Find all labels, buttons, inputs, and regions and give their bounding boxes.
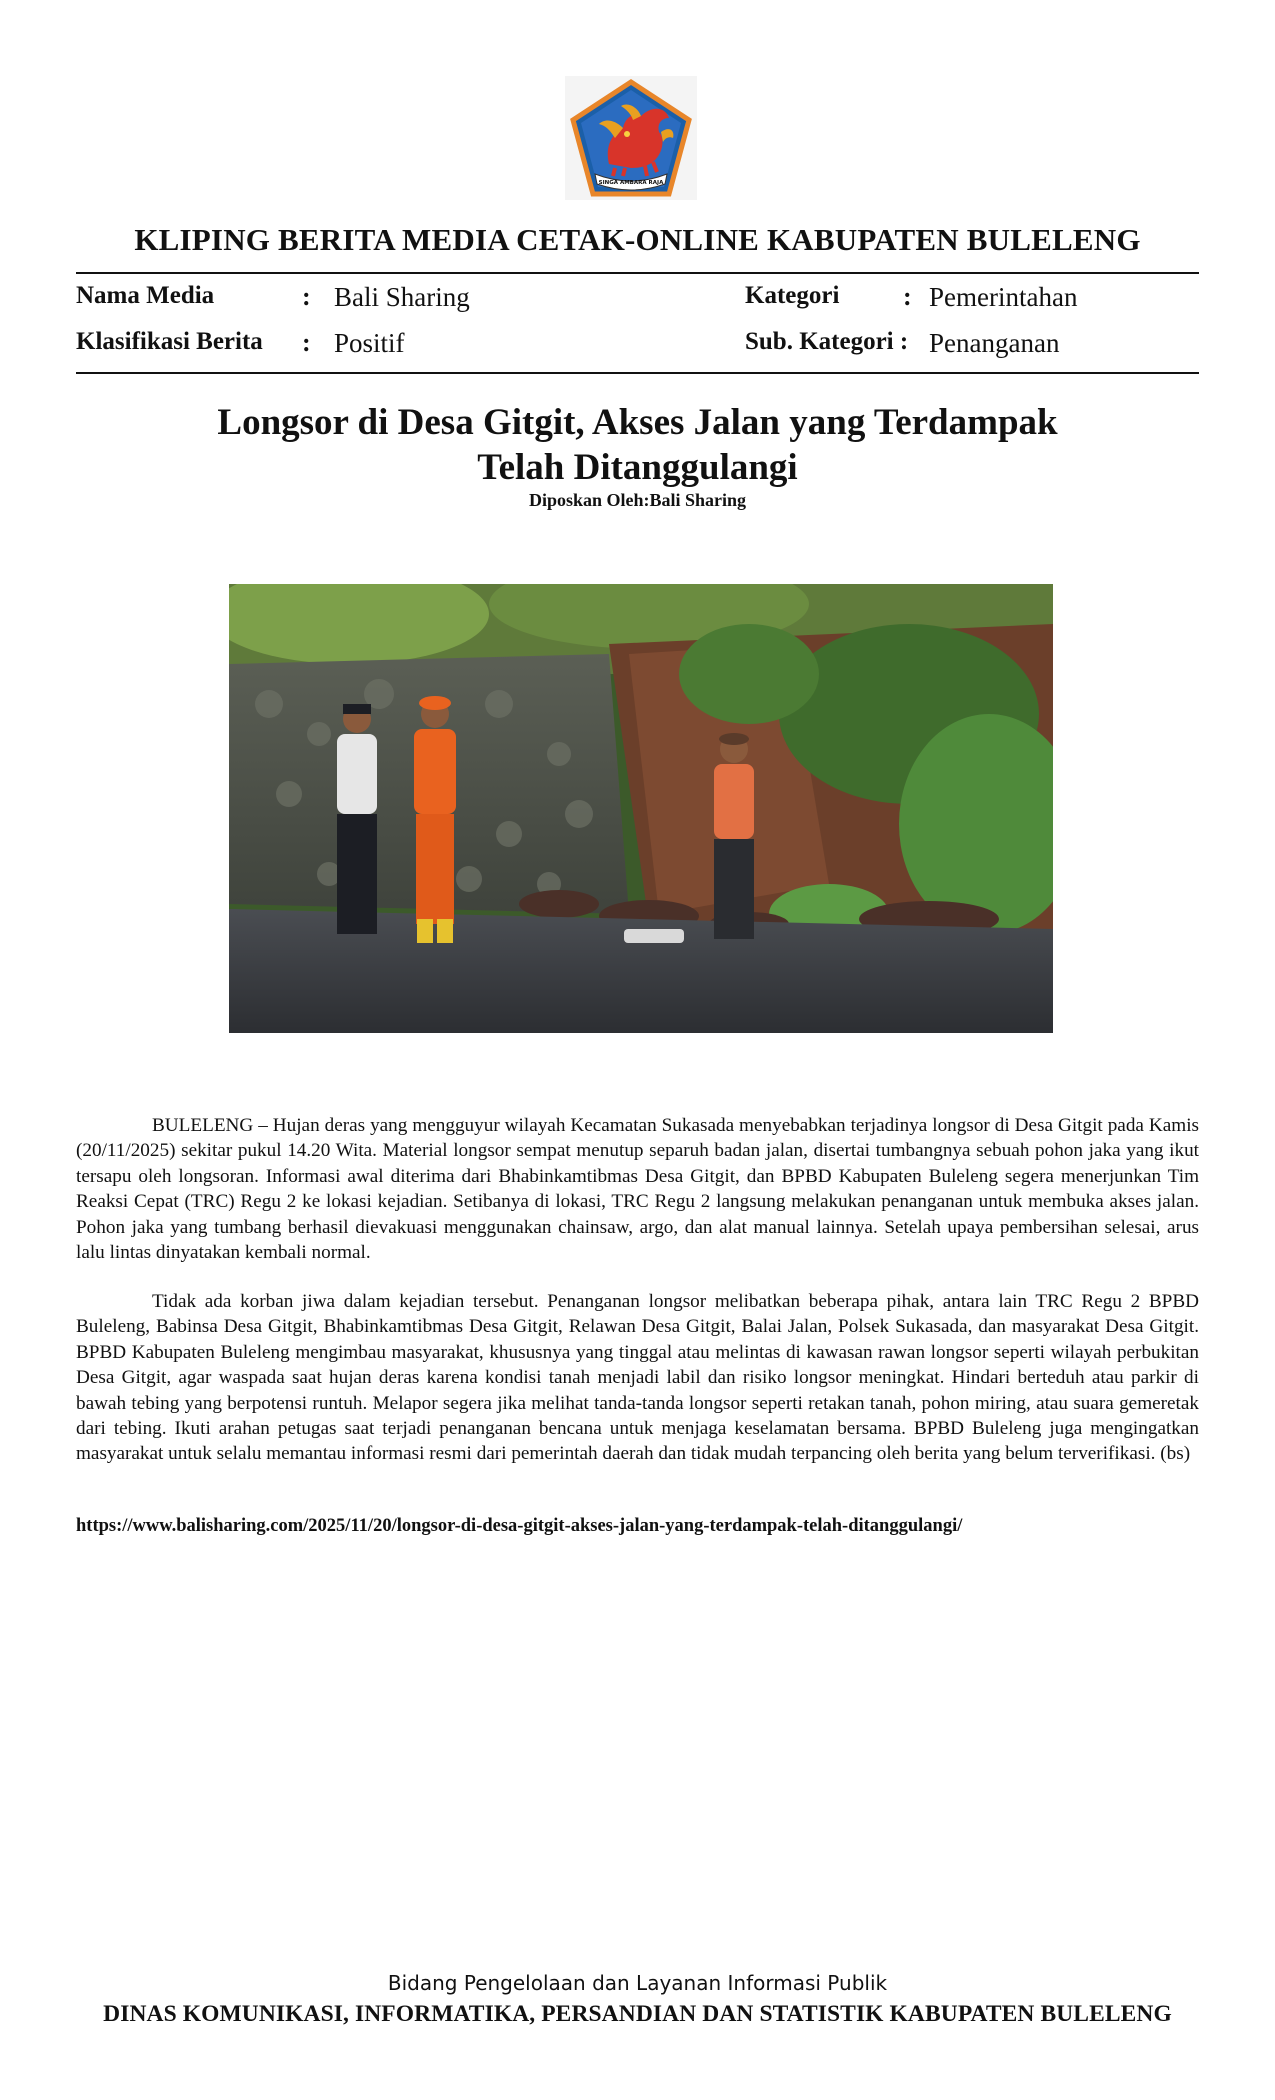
article-paragraph-1 <box>76 1113 1199 1265</box>
footer-title: DINAS KOMUNIKASI, INFORMATIKA, PERSANDIAN DAN STATISTIK KABUPATEN BULELENG <box>103 2001 1172 2027</box>
logo-motto: SINGA AMBARA RAJA <box>598 180 664 186</box>
klasifikasi-value: Positif <box>334 328 405 358</box>
source-link[interactable]: https://www.balisharing.com/2025/11/20/longsor-di-desa-gitgit-akses-jalan-yang-terdampak-telah-ditanggulangi/ <box>76 1516 963 1536</box>
article-paragraph-2 <box>76 1289 1199 1467</box>
kategori-colon: : <box>903 282 912 311</box>
landslide-photo <box>229 584 1053 1033</box>
subkategori-value: Penanganan <box>929 328 1060 358</box>
document-header-title: KLIPING BERITA MEDIA CETAK-ONLINE KABUPATEN BULELENG <box>134 222 1141 257</box>
kategori-label: Kategori <box>745 282 840 309</box>
media-value: Bali Sharing <box>334 282 470 312</box>
article-title <box>76 400 1199 490</box>
header-divider-top <box>76 272 1199 274</box>
subkategori-label: Sub. Kategori : <box>745 328 909 355</box>
klasifikasi-colon: : <box>302 328 311 357</box>
kategori-value: Pemerintahan <box>929 282 1078 312</box>
media-label: Nama Media <box>76 282 215 309</box>
article-title-line2: Telah Ditanggulangi <box>477 447 798 488</box>
header-divider-bottom <box>76 372 1199 374</box>
article-byline: Diposkan Oleh:Bali Sharing <box>528 490 747 510</box>
paragraph-1-text: BULELENG – Hujan deras yang mengguyur wilayah Kecamatan Sukasada menyebabkan terjadinya longsor di Desa Gitgit pada Kamis (20/11/2025) sekitar pukul 14.20 Wita. Material longsor sempat menutup separuh badan jalan, disertai tumbangnya sebuah pohon jaka yang ikut tersapu oleh longsoran. Informasi awal diterima dari Bhabinkamtibmas Desa Gitgit, dan BPBD Kabupaten Buleleng segera menerjunkan Tim Reaksi Cepat (TRC) Regu 2 ke lokasi kejadian. Setibanya di lokasi, TRC Regu 2 langsung melakukan penanganan untuk membuka akses jalan. Pohon jaka yang tumbang berhasil dievakuasi menggunakan chainsaw, argo, dan alat manual lainnya. Setelah upaya pembersihan selesai, arus lalu lintas dinyatakan kembali normal. <box>76 1115 1199 1264</box>
footer-subtitle: Bidang Pengelolaan dan Layanan Informasi Publik <box>387 1971 888 1995</box>
paragraph-2-text: Tidak ada korban jiwa dalam kejadian tersebut. Penanganan longsor melibatkan beberapa pihak, antara lain TRC Regu 2 BPBD Buleleng, Babinsa Desa Gitgit, Bhabinkamtibmas Desa Gitgit, Relawan Desa Gitgit, Balai Jalan, Polsek Sukasada, dan masyarakat Desa Gitgit. BPBD Kabupaten Buleleng mengimbau masyarakat, khususnya yang tinggal atau melintas di kawasan rawan longsor seperti wilayah perbukitan Desa Gitgit, agar waspada saat hujan deras karena kondisi tanah menjadi labil dan risiko longsor meningkat. Hindari berteduh atau parkir di bawah tebing yang berpotensi runtuh. Melapor segera jika melihat tanda-tanda longsor seperti retakan tanah, pohon miring, atau suara gemeretak dari tebing. Ikuti arahan petugas saat terjadi penanganan bencana untuk menjaga keselamatan bersama. BPBD Buleleng juga mengingatkan masyarakat untuk selalu memantau informasi resmi dari pemerintah daerah dan tidak mudah terpancing oleh berita yang belum terverifikasi. (bs) <box>76 1291 1199 1465</box>
article-title-line1: Longsor di Desa Gitgit, Akses Jalan yang Terdampak <box>217 402 1058 443</box>
klasifikasi-label: Klasifikasi Berita <box>76 328 263 355</box>
singa-ambara-raja-emblem-icon <box>565 76 697 200</box>
media-colon: : <box>302 282 311 311</box>
